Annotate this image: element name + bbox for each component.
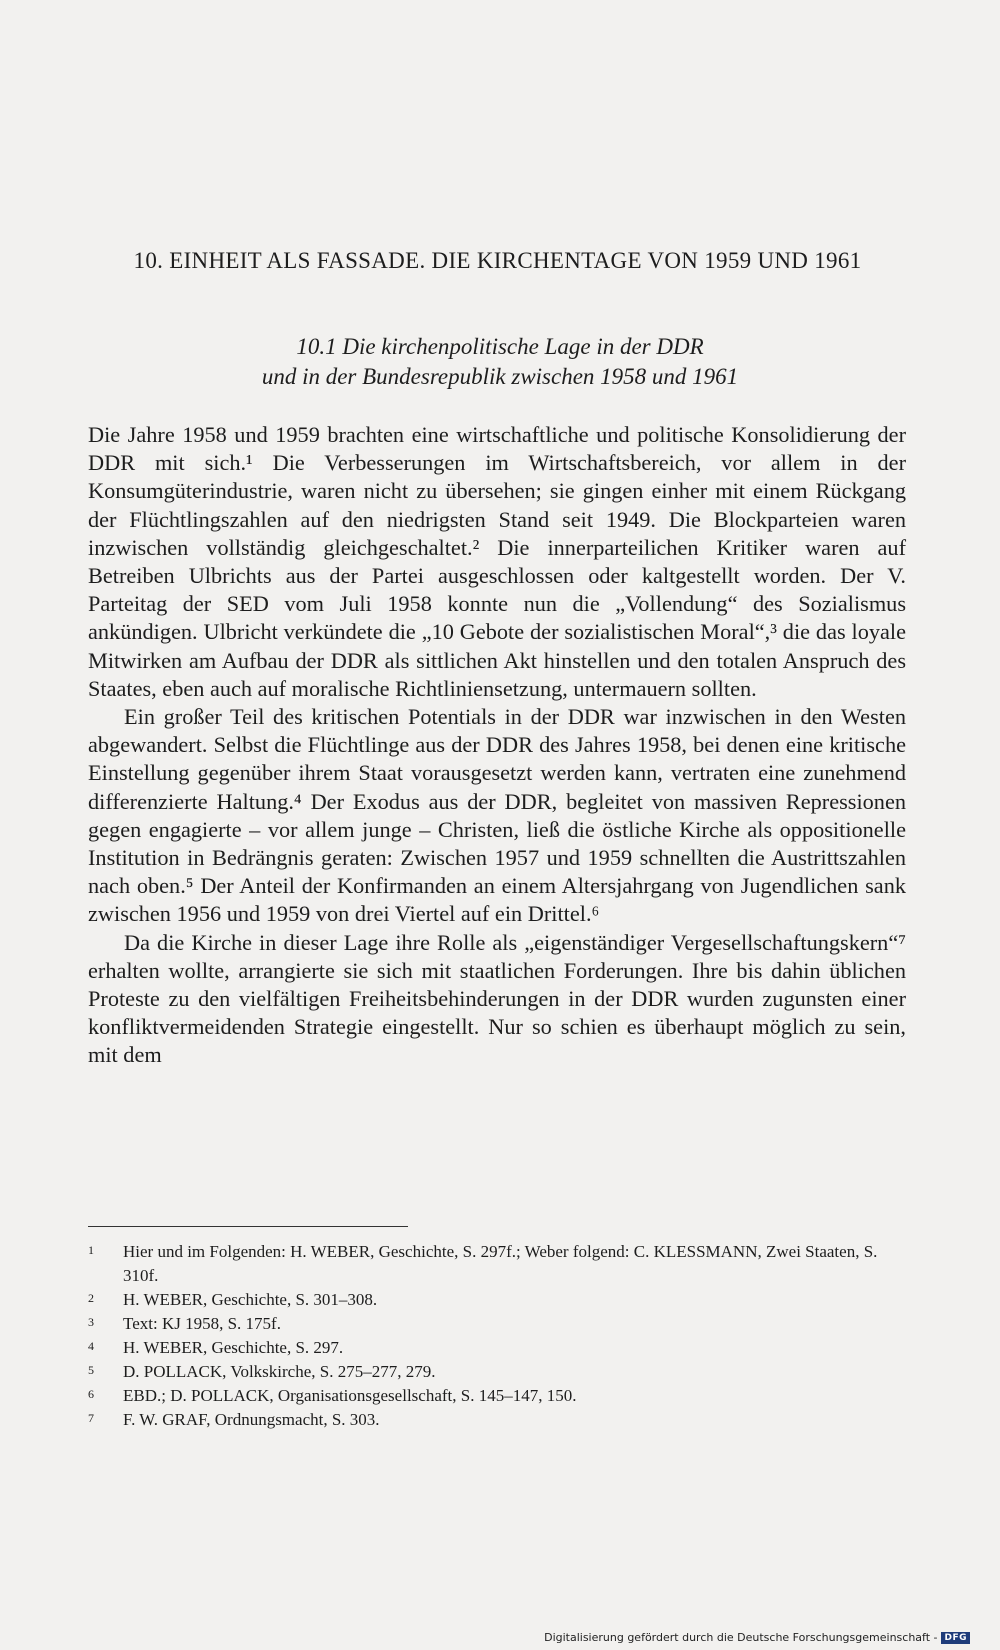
section-title-line-2: und in der Bundesrepublik zwischen 1958 und 1961	[261, 364, 739, 389]
footnote	[88, 1360, 906, 1384]
footnote	[88, 1384, 906, 1408]
footnote-text: H. WEBER, Geschichte, S. 297.	[123, 1338, 344, 1357]
dfg-logo: DFG	[941, 1632, 970, 1644]
paragraph: Ein großer Teil des kritischen Potentials in der DDR war inzwischen in den Westen abgewandert. Selbst die Flüchtlinge aus der DDR des Jahres 1958, bei denen eine kritische Einstellung gegenüber ihrem Staat vorausgesetzt werden kann, vertraten eine zunehmend differenzierte Haltung.⁴ Der Exodus aus der DDR, begleitet von massiven Repressionen gegen engagierte – vor allem junge – Christen, ließ die östliche Kirche als oppositionelle Institution in Bedrängnis geraten: Zwischen 1957 und 1959 schnellten die Austrittszahlen nach oben.⁵ Der Anteil der Konfirmanden an einem Altersjahrgang von Jugendlichen sank zwischen 1956 und 1959 von drei Viertel auf ein Drittel.⁶	[88, 704, 906, 927]
paragraph: Da die Kirche in dieser Lage ihre Rolle als „eigenständiger Vergesellschaftungskern“⁷ erhalten wollte, arrangierte sie sich mit staatlichen Forderungen. Ihre bis dahin üblichen Proteste zu den vielfältigen Freiheitsbehinderungen in der DDR wurden zugunsten einer konfliktvermeidenden Strategie eingestellt. Nur so schien es überhaupt möglich zu sein, mit dem	[88, 929, 906, 1068]
footnote-text: Hier und im Folgenden: H. WEBER, Geschichte, S. 297f.; Weber folgend: C. KLESSMANN, Zwei Staaten, S. 310f.	[123, 1242, 878, 1285]
footnote-text: F. W. GRAF, Ordnungsmacht, S. 303.	[123, 1410, 380, 1429]
paragraph: Die Jahre 1958 und 1959 brachten eine wirtschaftliche und politische Konsolidierung der DDR mit sich.¹ Die Verbesserungen im Wirtschaftsbereich, vor allem in der Konsumgüterindustrie, waren nicht zu übersehen; sie gingen einher mit einem Rückgang der Flüchtlingszahlen auf den niedrigsten Stand seit 1949. Die Blockparteien waren inzwischen vollständig gleichgeschaltet.² Die innerparteilichen Kritiker waren auf Betreiben Ulbrichts aus der Partei ausgeschlossen oder kaltgestellt worden. Der V. Parteitag der SED vom Juli 1958 konnte nun die „Vollendung“ des Sozialismus ankündigen. Ulbricht verkündete die „10 Gebote der sozialistischen Moral“,³ die das loyale Mitwirken am Aufbau der DDR als sittlichen Akt hinstellen und den totalen Anspruch des Staates, eben auch auf moralische Richtliniensetzung, untermauern sollten.	[88, 422, 906, 701]
chapter-title: 10. EINHEIT ALS FASSADE. DIE KIRCHENTAGE VON 1959 UND 1961	[133, 248, 862, 273]
footnote-text: H. WEBER, Geschichte, S. 301–308.	[123, 1290, 378, 1309]
footnote-number: 5	[88, 1363, 94, 1377]
footnote	[88, 1240, 906, 1288]
footnote-number: 1	[88, 1243, 94, 1257]
footnote-number: 3	[88, 1315, 94, 1329]
footnote-text: EBD.; D. POLLACK, Organisationsgesellschaft, S. 145–147, 150.	[123, 1386, 577, 1405]
footnote	[88, 1336, 906, 1360]
footnote-text: D. POLLACK, Volkskirche, S. 275–277, 279.	[123, 1362, 436, 1381]
footnote-number: 6	[88, 1387, 94, 1401]
footnote-number: 7	[88, 1411, 94, 1425]
footnote-number: 2	[88, 1291, 94, 1305]
digitization-footer	[544, 1631, 970, 1644]
section-title-line-1: 10.1 Die kirchenpolitische Lage in der DDR	[296, 334, 704, 359]
body-text	[88, 421, 906, 1070]
footer-text: Digitalisierung gefördert durch die Deutsche Forschungsgemeinschaft -	[544, 1631, 938, 1644]
footnote	[88, 1288, 906, 1312]
section-title	[140, 332, 860, 392]
footnote	[88, 1312, 906, 1336]
footnote-text: Text: KJ 1958, S. 175f.	[123, 1314, 281, 1333]
footnote-number: 4	[88, 1339, 94, 1353]
footnote-divider	[88, 1226, 408, 1227]
footnotes	[88, 1240, 906, 1432]
footnote	[88, 1408, 906, 1432]
